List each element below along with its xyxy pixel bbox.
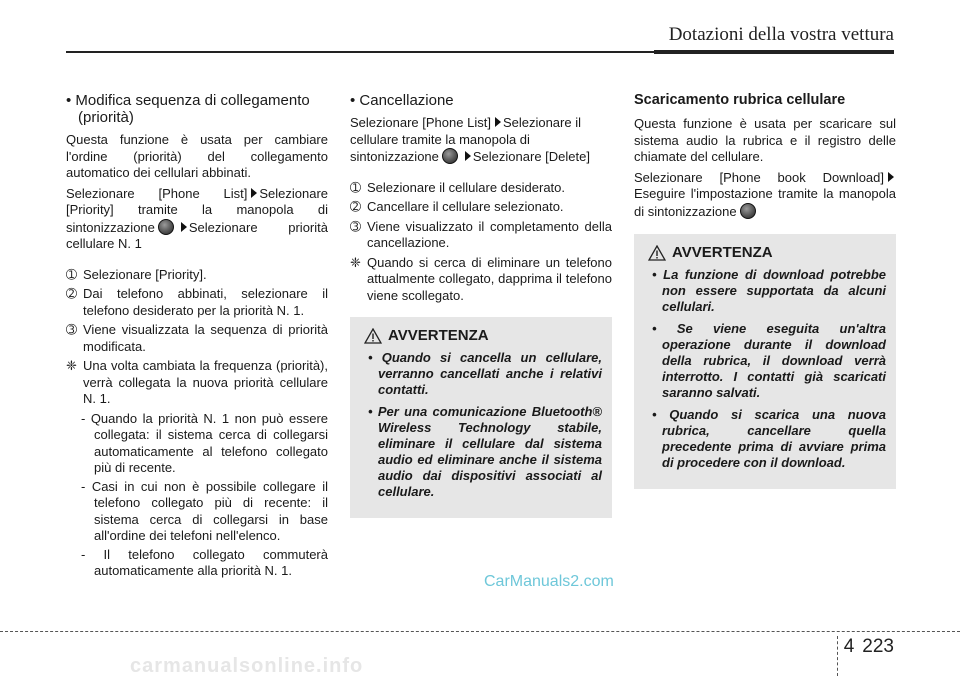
footer-brand: carmanualsonline.info — [130, 655, 364, 677]
arrow-right-icon — [465, 151, 471, 161]
warning-title-text: AVVERTENZA — [672, 244, 773, 261]
instruction-paragraph — [350, 115, 612, 166]
note-text: Una volta cambiata la frequenza (priorità), verrà collegata la nuova priorità cellulare N. 1. — [83, 358, 328, 406]
warning-item: • Quando si cancella un cellulare, verranno cancellati anche i relativi contatti. — [368, 350, 602, 397]
instr-b: Selezionare [Priority] tramite la manopola di sintonizzazione — [66, 185, 328, 235]
step-number: ➁ — [350, 199, 361, 214]
arrow-right-icon — [251, 188, 257, 198]
step-text: Viene visualizzato il completamento della cancellazione. — [367, 218, 612, 250]
note-icon: ❈ — [66, 358, 77, 373]
warning-item: • Per una comunicazione Bluetooth® Wireless Technology stabile, eliminare il cellulare dal sistema audio ed eliminare anche il sistema audio dai dispositivi associati al cellulare. — [368, 404, 602, 499]
note-text: Quando si cerca di eliminare un telefono attualmente collegato, dapprima il telefono viene scollegato. — [367, 254, 612, 303]
warning-item: • Quando si scarica una nuova rubrica, cancellare quella precedente prima di avviare prima di procedere con il download. — [652, 407, 886, 470]
arrow-right-icon — [495, 117, 501, 127]
warning-triangle-icon — [648, 245, 666, 261]
warning-title — [364, 327, 602, 344]
note-item — [350, 255, 612, 305]
warning-title — [648, 244, 886, 261]
warning-title-text: AVVERTENZA — [388, 327, 489, 344]
dash-item: - Il telefono collegato commuterà automaticamente alla priorità N. 1. — [81, 546, 328, 578]
instr-b: Eseguire l'impostazione tramite la manopola di sintonizzazione — [634, 186, 896, 219]
chapter-number: 4 — [843, 636, 855, 657]
step-item — [66, 286, 328, 319]
step-number: ➁ — [66, 286, 77, 301]
warning-box — [350, 317, 612, 518]
tune-knob-icon — [740, 203, 756, 219]
warning-item: • La funzione di download potrebbe non essere supportata da alcuni cellulari. — [652, 267, 886, 314]
step-item — [350, 180, 612, 197]
step-item — [350, 199, 612, 216]
tune-knob-icon — [158, 219, 174, 235]
dash-item: - Casi in cui non è possibile collegare il telefono collegato più di recente: il sistema cerca di collegarsi in base all'ordine dei telefoni nell'elenco. — [81, 478, 328, 543]
step-text: Cancellare il cellulare selezionato. — [367, 199, 564, 214]
step-item — [66, 322, 328, 355]
note-icon: ❈ — [350, 254, 361, 270]
note-item — [66, 358, 328, 408]
footer-rule — [0, 631, 960, 632]
page-number-separator — [837, 636, 839, 676]
step-number: ➂ — [350, 218, 361, 234]
heading-line-2: (priorità) — [78, 109, 134, 126]
warning-triangle-icon — [364, 328, 382, 344]
step-text: Dai telefono abbinati, selezionare il telefono desiderato per la priorità N. 1. — [83, 286, 328, 318]
dash-item: - Quando la priorità N. 1 non può essere collegata: il sistema cerca di collegarsi automaticamente al telefono collegato più di recente. — [81, 410, 328, 475]
column-delete — [350, 92, 612, 518]
step-item — [66, 267, 328, 284]
section-heading — [66, 92, 328, 126]
page-number-value: 223 — [862, 636, 894, 657]
arrow-right-icon — [888, 172, 894, 182]
step-number: ➀ — [66, 266, 77, 282]
warning-box — [634, 234, 896, 489]
instr-b: Selezionare il cellulare tramite la manopola di sintonizzazione — [350, 115, 581, 164]
instr-c: Selezionare priorità cellulare N. 1 — [66, 219, 328, 251]
instruction-paragraph — [634, 170, 896, 221]
instr-c: Selezionare [Delete] — [472, 149, 590, 164]
step-number: ➂ — [66, 322, 77, 337]
instr-a: Selezionare [Phone book Download] — [634, 169, 884, 185]
column-priority — [66, 92, 328, 582]
step-text: Selezionare il cellulare desiderato. — [367, 179, 566, 195]
tune-knob-icon — [442, 148, 458, 164]
section-heading: • Cancellazione — [350, 92, 454, 109]
instruction-paragraph — [66, 186, 328, 253]
intro-paragraph: Questa funzione è usata per cambiare l'ordine (priorità) del collegamento automatico dei cellulari abbinati. — [66, 132, 328, 180]
section-heading: Scaricamento rubrica cellulare — [634, 92, 846, 108]
step-text: Viene visualizzata la sequenza di priorità modificata. — [83, 322, 328, 354]
instr-a: Selezionare [Phone List] — [66, 185, 248, 201]
step-number: ➀ — [350, 179, 361, 195]
step-text: Selezionare [Priority]. — [83, 266, 207, 282]
warning-item: • Se viene eseguita un'altra operazione durante il download della rubrica, il download verrà interrotto. I contatti già scaricati saranno salvati. — [652, 321, 886, 400]
intro-paragraph: Questa funzione è usata per scaricare sul sistema audio la rubrica e il registro delle chiamate del cellulare. — [634, 116, 896, 164]
column-download — [634, 92, 896, 489]
heading-line-1: • Modifica sequenza di collegamento — [66, 92, 310, 109]
header-rule-accent — [654, 50, 894, 54]
watermark-link[interactable]: CarManuals2.com — [484, 573, 614, 590]
page-header-title: Dotazioni della vostra vettura — [668, 24, 894, 45]
arrow-right-icon — [181, 222, 187, 232]
step-item — [350, 219, 612, 252]
page-number — [844, 636, 894, 658]
instr-a: Selezionare [Phone List] — [350, 115, 491, 130]
